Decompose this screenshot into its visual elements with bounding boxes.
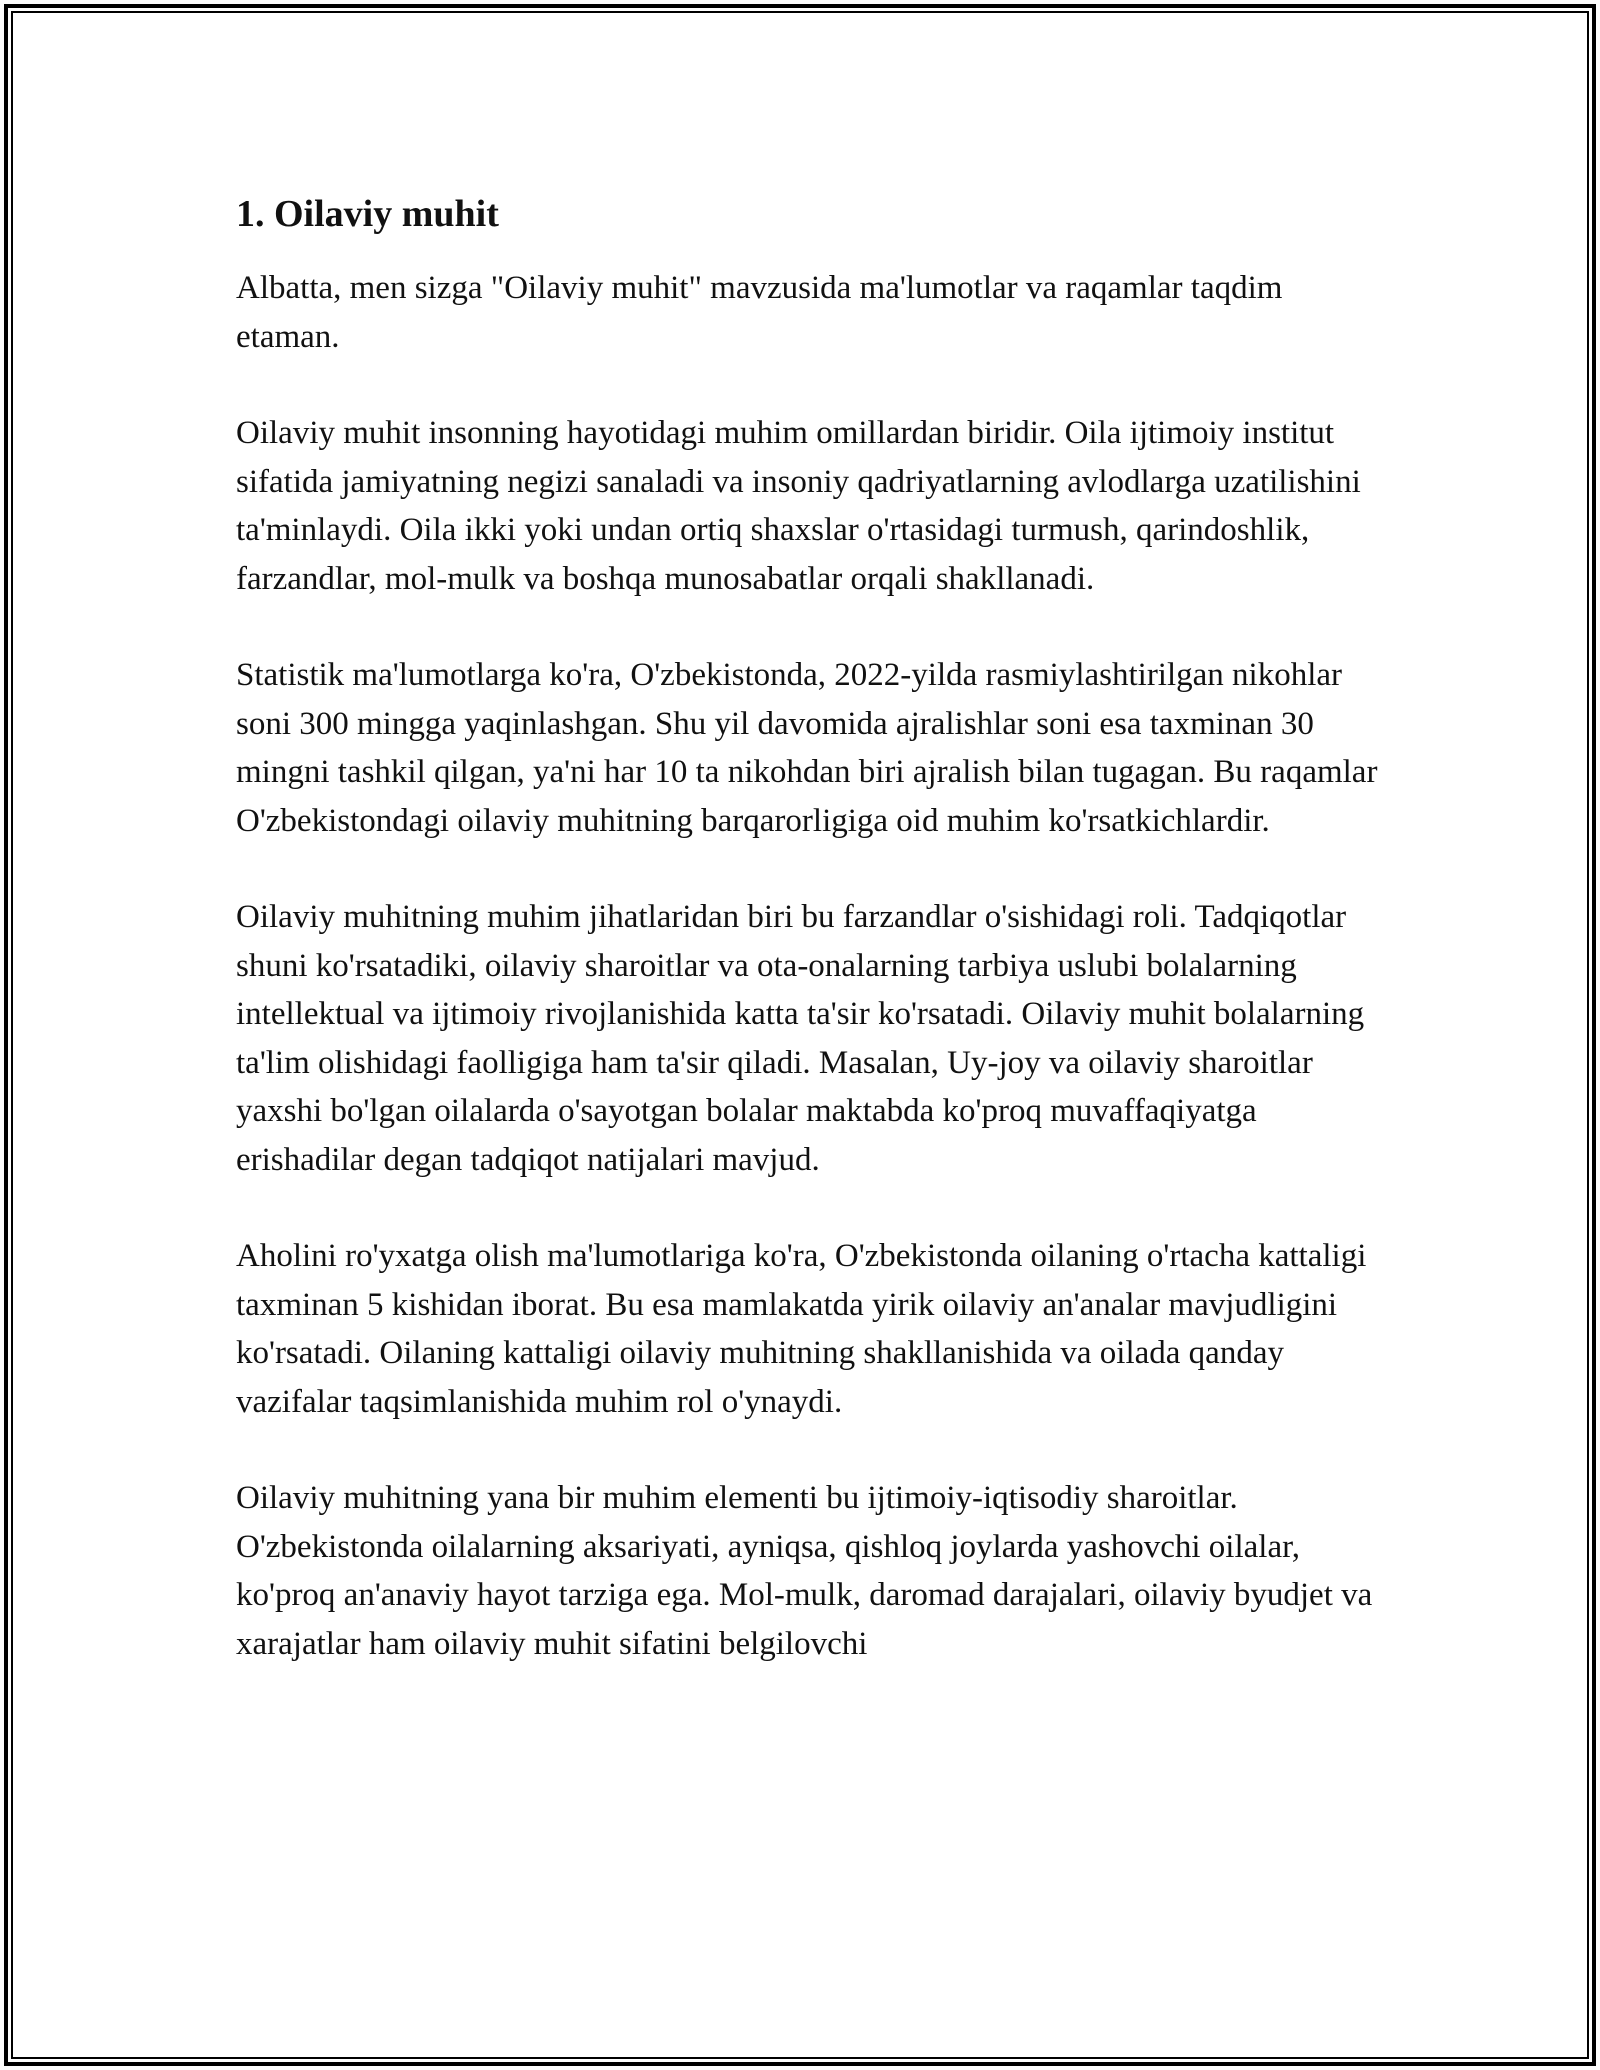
paragraph-family-size: Aholini ro'yxatga olish ma'lumotlariga ko'ra, O'zbekistonda oilaning o'rtacha kattaligi taxminan 5 kishidan iborat. Bu esa mamlakatda yirik oilaviy an'analar mavjudligini ko'rsatadi. Oilaning kattaligi oilaviy muhitning shakllanishida va oilada qanday vazifalar taqsimlanishida muhim rol o'ynaydi.	[236, 1238, 1367, 1420]
paragraph-children: Oilaviy muhitning muhim jihatlaridan biri bu farzandlar o'sishidagi roli. Tadqiqotlar shuni ko'rsatadiki, oilaviy sharoitlar va ota-onalarning tarbiya uslubi bolalarning intellektual va ijtimoiy rivojlanishida katta ta'sir ko'rsatadi. Oilaviy muhit bolalarning ta'lim olishidagi faolligiga ham ta'sir qiladi. Masalan, Uy-joy va oilaviy sharoitlar yaxshi bo'lgan oilalarda o'sayotgan bolalar maktabda ko'proq muvaffaqiyatga erishadilar degan tadqiqot natijalari mavjud.	[236, 899, 1365, 1178]
section-heading: 1. Oilaviy muhit	[236, 193, 499, 235]
document-body	[236, 186, 1386, 1716]
paragraph-statistics: Statistik ma'lumotlarga ko'ra, O'zbekistonda, 2022-yilda rasmiylashtirilgan nikohlar soni 300 mingga yaqinlashgan. Shu yil davomida ajralishlar soni esa taxminan 30 mingni tashkil qilgan, ya'ni har 10 ta nikohdan biri ajralish bilan tugagan. Bu raqamlar O'zbekistondagi oilaviy muhitning barqarorligiga oid muhim ko'rsatkichlardir.	[236, 657, 1378, 839]
paragraph-intro: Albatta, men sizga "Oilaviy muhit" mavzusida ma'lumotlar va raqamlar taqdim etaman.	[236, 270, 1283, 355]
paragraph-socioeconomic: Oilaviy muhitning yana bir muhim elementi bu ijtimoiy-iqtisodiy sharoitlar. O'zbekistonda oilalarning aksariyati, ayniqsa, qishloq joylarda yashovchi oilalar, ko'proq an'anaviy hayot tarziga ega. Mol-mulk, daromad darajalari, oilaviy byudjet va xarajatlar ham oilaviy muhit sifatini belgilovchi	[236, 1480, 1373, 1662]
paragraph-definition: Oilaviy muhit insonning hayotidagi muhim omillardan biridir. Oila ijtimoiy institut sifatida jamiyatning negizi sanaladi va insoniy qadriyatlarning avlodlarga uzatilishini ta'minlaydi. Oila ikki yoki undan ortiq shaxslar o'rtasidagi turmush, qarindoshlik, farzandlar, mol-mulk va boshqa munosabatlar orqali shakllanadi.	[236, 415, 1361, 597]
